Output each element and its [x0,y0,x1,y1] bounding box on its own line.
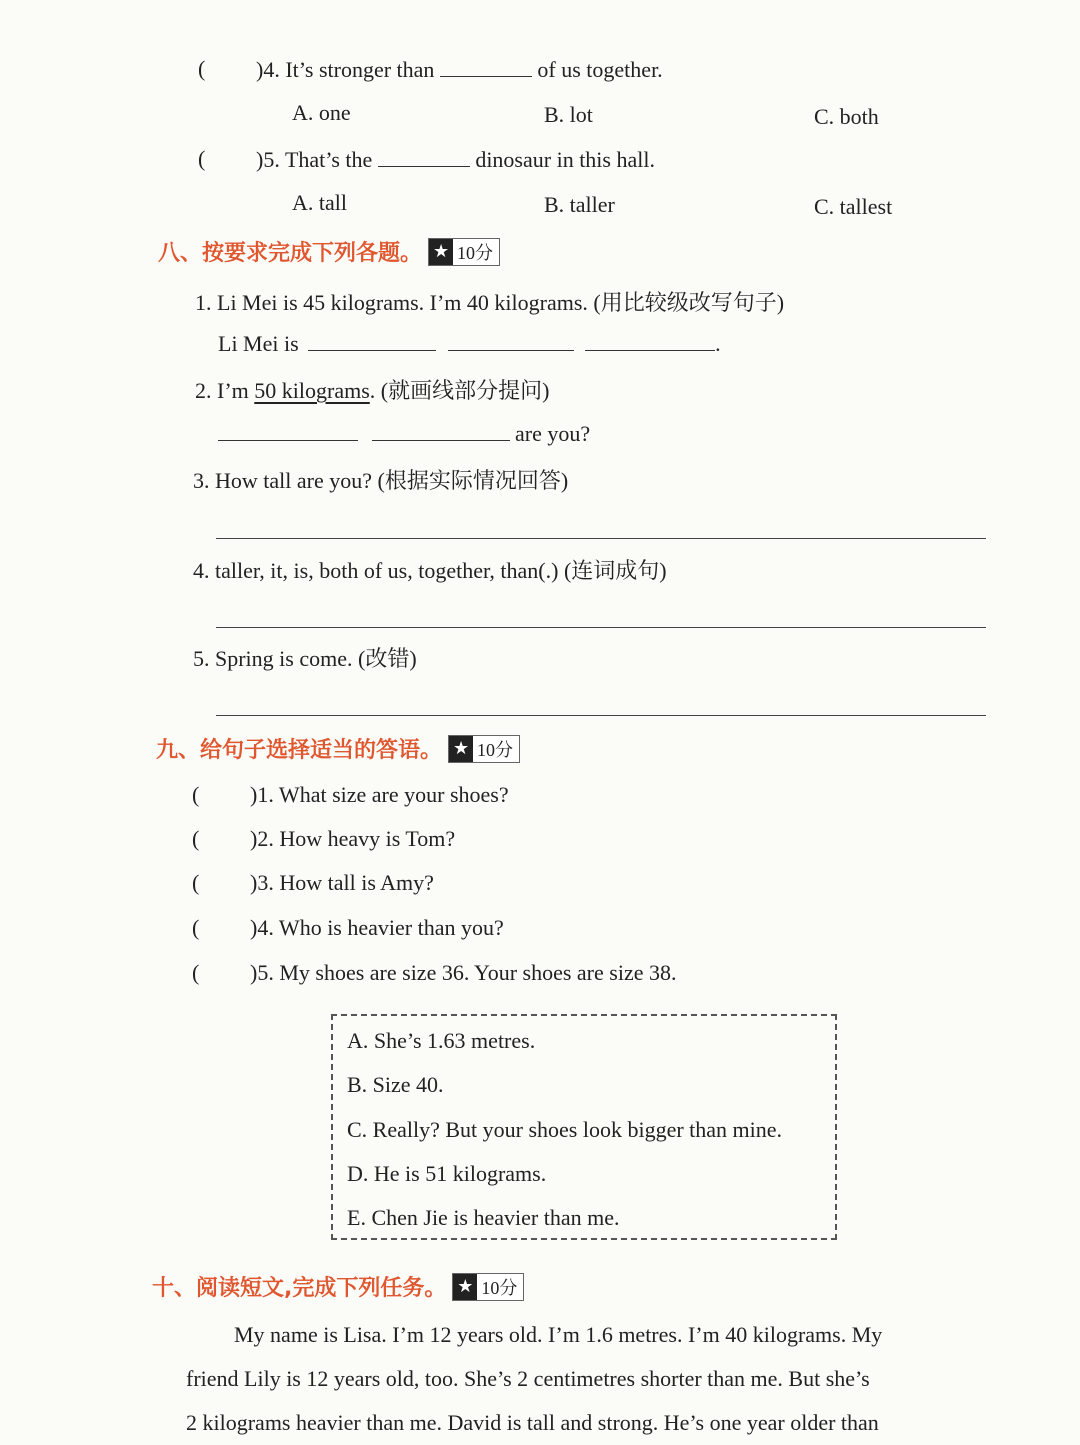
answer-paren-open: ( [192,782,200,807]
answer-paren-open: ( [198,56,206,81]
answer-line-8-1 [218,330,721,357]
question-8-1: 1. Li Mei is 45 kilograms. I’m 40 kilograms. (用比较级改写句子) [195,290,785,315]
option-b[interactable]: B. taller [544,192,615,217]
score-points: 10分 [481,1277,518,1298]
section-title: 九、给句子选择适当的答语。 [156,738,443,763]
question-text-pre: It’s stronger than [285,57,435,82]
passage-line: My name is Lisa. I’m 12 years old. I’m 1.6 metres. I’m 40 kilograms. My [234,1322,883,1347]
star-icon: ★ [429,239,453,265]
answer-blank[interactable] [585,330,715,351]
section-title: 八、按要求完成下列各题。 [158,241,423,266]
question-text-post: . (就画线部分提问) [369,378,550,403]
answer-options-box [331,1014,837,1240]
answer-blank[interactable] [448,330,574,351]
option-c[interactable]: C. both [814,104,879,129]
answer-blank[interactable] [372,420,510,441]
option-d: D. He is 51 kilograms. [347,1161,547,1186]
answer-line[interactable] [216,627,986,628]
answer-blank[interactable] [218,420,358,441]
score-badge [452,1273,524,1301]
answer-paren-open: ( [192,870,200,895]
answer-suffix: are you? [515,421,591,446]
question-text-pre: 2. I’m [195,378,255,403]
question-8-4: 4. taller, it, is, both of us, together, than(.) (连词成句) [193,558,667,583]
score-badge [428,238,500,266]
question-9-1: )1. What size are your shoes? [250,782,509,807]
answer-line-8-2 [218,420,590,447]
passage-line: 2 kilograms heavier than me. David is tall and strong. He’s one year older than [186,1410,879,1435]
question-9-4: )4. Who is heavier than you? [250,915,504,940]
question-7-5 [256,146,655,173]
score-points: 10分 [477,739,514,760]
star-icon: ★ [449,736,473,762]
question-8-5: 5. Spring is come. (改错) [193,646,417,671]
option-a[interactable]: A. one [292,100,351,125]
answer-paren-open: ( [192,960,200,985]
question-9-5: )5. My shoes are size 36. Your shoes are size 38. [250,960,677,985]
question-8-3: 3. How tall are you? (根据实际情况回答) [193,468,569,493]
score-badge [448,735,520,763]
option-a: A. She’s 1.63 metres. [347,1028,536,1053]
answer-line[interactable] [216,538,986,539]
section-8-header [158,236,500,267]
option-c[interactable]: C. tallest [814,194,893,219]
answer-line[interactable] [216,715,986,716]
option-e: E. Chen Jie is heavier than me. [347,1205,620,1230]
section-9-header [156,733,520,764]
sentence-end: . [715,331,721,356]
answer-prefix: Li Mei is [218,331,299,356]
passage-line: friend Lily is 12 years old, too. She’s 2 centimetres shorter than me. But she’s [186,1366,870,1391]
option-b: B. Size 40. [347,1072,444,1097]
star-icon: ★ [453,1274,477,1300]
section-10-header [152,1271,524,1302]
option-c: C. Really? But your shoes look bigger than mine. [347,1117,783,1142]
answer-paren-open: ( [198,146,206,171]
section-title: 十、阅读短文,完成下列任务。 [152,1276,447,1301]
question-text-post: of us together. [537,57,663,82]
question-9-2: )2. How heavy is Tom? [250,826,456,851]
option-a[interactable]: A. tall [292,190,347,215]
question-number: )5. [256,147,280,172]
question-text-post: dinosaur in this hall. [475,147,655,172]
score-points: 10分 [457,242,494,263]
question-text-pre: That’s the [284,147,373,172]
underlined-part: 50 kilograms [254,378,370,403]
answer-blank[interactable] [308,330,436,351]
answer-blank[interactable] [378,146,470,167]
answer-paren-open: ( [192,826,200,851]
answer-blank[interactable] [440,56,532,77]
question-9-3: )3. How tall is Amy? [250,870,434,895]
question-8-2 [195,374,549,405]
option-b[interactable]: B. lot [544,102,593,127]
question-7-4 [256,56,663,83]
question-number: )4. [256,57,280,82]
answer-paren-open: ( [192,915,200,940]
